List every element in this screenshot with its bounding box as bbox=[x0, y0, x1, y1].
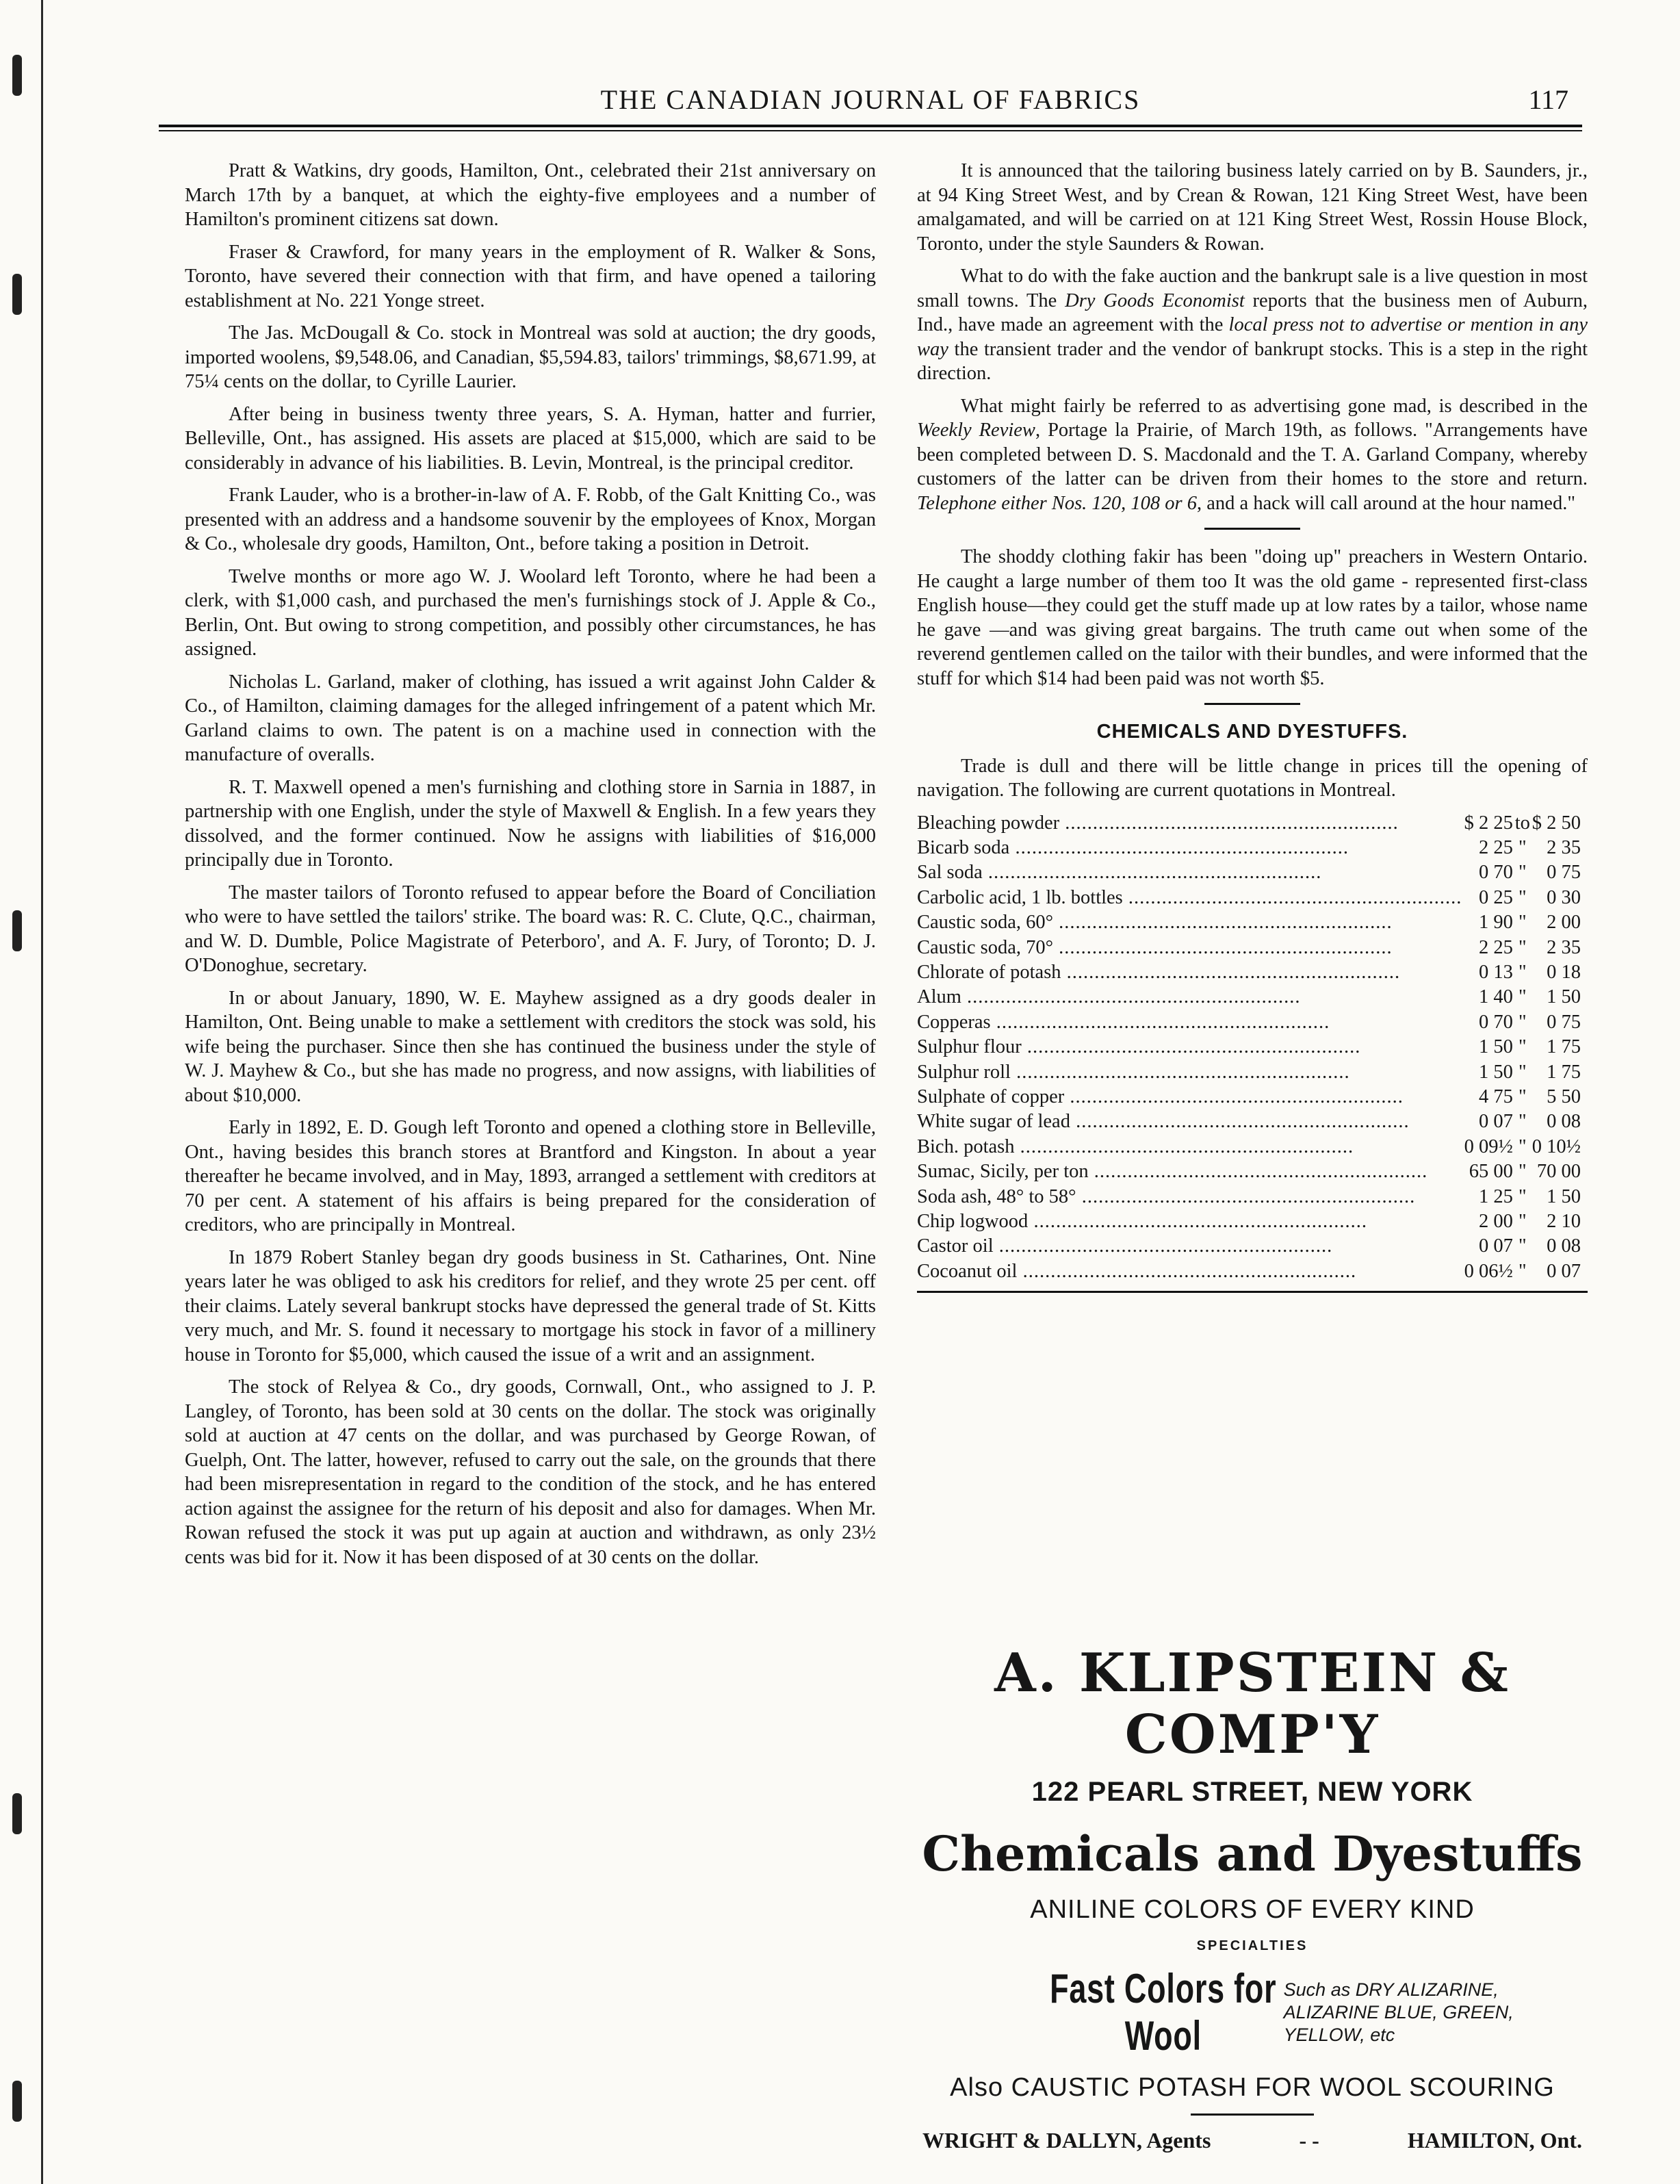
section-divider bbox=[1204, 703, 1300, 705]
quotation-item bbox=[917, 1010, 1462, 1035]
advertisement bbox=[917, 1636, 1588, 2153]
quotation-high-price-text: 2 10 bbox=[1547, 1211, 1581, 1232]
quotation-low-price-text: 0 07 bbox=[1479, 1111, 1513, 1133]
quotation-high-price-text: 1 50 bbox=[1547, 1185, 1581, 1207]
binding-mark bbox=[12, 274, 22, 315]
quotation-item bbox=[917, 836, 1462, 860]
text-run: the transient trader and the vendor of bankrupt stocks. This is a step in the right direction. bbox=[917, 338, 1588, 384]
quotation-separator bbox=[1513, 910, 1532, 935]
quotation-high-price bbox=[1532, 1109, 1588, 1134]
quotation-high-price bbox=[1532, 1234, 1588, 1259]
quotations-table bbox=[917, 811, 1588, 1285]
quotation-item-text: Carbolic acid, 1 lb. bottles bbox=[917, 886, 1123, 908]
section-divider bbox=[1204, 528, 1300, 530]
quotation-row bbox=[917, 936, 1588, 960]
quotation-row bbox=[917, 1010, 1588, 1035]
page-number: 117 bbox=[1528, 84, 1568, 115]
quotation-low-price-text: 0 70 bbox=[1479, 1011, 1513, 1033]
quotation-high-price-text: 0 07 bbox=[1547, 1260, 1581, 1282]
quotation-high-price bbox=[1532, 886, 1588, 910]
quotation-row bbox=[917, 1135, 1588, 1159]
quotation-high-price-text: 0 75 bbox=[1547, 862, 1581, 884]
left-column bbox=[185, 159, 876, 1578]
quotation-high-price-text: 0 30 bbox=[1547, 886, 1581, 908]
quotation-separator-text: " bbox=[1519, 1211, 1527, 1232]
quotation-item-text: Cocoanut oil bbox=[917, 1260, 1018, 1282]
quotation-low-price-text: 2 25 bbox=[1479, 836, 1513, 858]
quotation-high-price bbox=[1532, 836, 1588, 860]
quotation-low-price bbox=[1462, 1035, 1512, 1059]
quotation-item bbox=[917, 960, 1462, 985]
quotation-item-text: Soda ash, 48° to 58° bbox=[917, 1185, 1076, 1207]
news-paragraph: The master tailors of Toronto refused to appear before the Board of Conciliation who were to have settled the tailors' strike. The board was: R. C. Clute, Q.C., chairman, and W. D. Dumble, Police Magistrate of Peterboro', and A. F. Jury, of Toronto; D. J. O'Donoghue, secretary. bbox=[185, 882, 876, 976]
quotation-low-price bbox=[1462, 836, 1512, 860]
ad-fast-colors-row bbox=[917, 1965, 1588, 2059]
dot-leader: ............................................................ bbox=[1053, 936, 1393, 958]
quotation-low-price-text: 1 25 bbox=[1479, 1185, 1513, 1207]
quotation-separator-text: " bbox=[1519, 1036, 1527, 1058]
quotation-separator-text: " bbox=[1519, 961, 1527, 983]
quotation-low-price bbox=[1462, 886, 1512, 910]
ad-rule bbox=[1191, 2114, 1314, 2116]
quotation-low-price-text: 0 09½ bbox=[1464, 1135, 1513, 1157]
quotation-item-text: Copperas bbox=[917, 1011, 991, 1033]
quotation-low-price bbox=[1462, 1209, 1512, 1234]
page-binding-edge bbox=[0, 0, 43, 2184]
text-run: What might fairly be referred to as advertising gone mad, is described in the bbox=[961, 395, 1588, 417]
market-intro: Trade is dull and there will be little change in prices till the opening of navigation. The following are current quotations in Montreal. bbox=[917, 755, 1588, 801]
quotation-item-text: Bicarb soda bbox=[917, 836, 1010, 858]
quotation-high-price bbox=[1532, 910, 1588, 935]
quotation-separator bbox=[1513, 1185, 1532, 1209]
quotation-separator-text: " bbox=[1519, 912, 1527, 934]
quotation-high-price bbox=[1532, 811, 1588, 836]
quotation-row bbox=[917, 1060, 1588, 1085]
news-paragraph: In or about January, 1890, W. E. Mayhew assigned as a dry goods dealer in Hamilton, Ont. Being unable to make a settlement with creditors the stock was sold, his wife being the purchaser. Since then she has continued the business under the style of W. J. Mayhew & Co., but she has made no progress, and now assigns, with liabilities of about $10,000. bbox=[185, 987, 876, 1106]
quotation-item bbox=[917, 1085, 1462, 1109]
quotation-low-price bbox=[1462, 985, 1512, 1010]
quotation-high-price-text: 5 50 bbox=[1547, 1085, 1581, 1107]
quotation-item bbox=[917, 1060, 1462, 1085]
quotation-high-price bbox=[1532, 1159, 1588, 1184]
quotation-high-price-text: 1 75 bbox=[1547, 1036, 1581, 1058]
quotation-high-price bbox=[1532, 860, 1588, 885]
quotation-separator bbox=[1513, 886, 1532, 910]
quotation-low-price bbox=[1462, 811, 1512, 836]
quotation-low-price bbox=[1462, 1060, 1512, 1085]
quotation-separator-text: " bbox=[1519, 936, 1527, 958]
italic-text: Telephone either Nos. 120, 108 or 6 bbox=[917, 492, 1198, 514]
quotation-separator-text: " bbox=[1519, 1111, 1527, 1133]
table-rule bbox=[917, 1291, 1588, 1293]
quotation-high-price-text: 0 08 bbox=[1547, 1111, 1581, 1133]
binding-mark bbox=[12, 1793, 22, 1834]
quotation-item bbox=[917, 910, 1462, 935]
quotation-item bbox=[917, 886, 1462, 910]
quotation-high-price-text: 0 18 bbox=[1547, 961, 1581, 983]
quotation-high-price-text: 0 75 bbox=[1547, 1011, 1581, 1033]
quotation-item-text: Caustic soda, 70° bbox=[917, 936, 1053, 958]
binding-mark bbox=[12, 2081, 22, 2122]
quotation-low-price bbox=[1462, 1185, 1512, 1209]
quotation-row bbox=[917, 1159, 1588, 1184]
quotation-separator bbox=[1513, 1060, 1532, 1085]
news-paragraph: The Jas. McDougall & Co. stock in Montreal was sold at auction; the dry goods, imported woolens, $9,548.06, and Canadian, $5,594.83, tailors' trimmings, $8,671.99, at 75¼ cents on the dollar, to Cyrille Laurier. bbox=[185, 322, 876, 392]
news-paragraph: R. T. Maxwell opened a men's furnishing and clothing store in Sarnia in 1887, in partnership with one English, under the style of Maxwell & English. In a few years they dissolved, and the former continued. Now he assigns with liabilities of $16,000 principally due in Toronto. bbox=[185, 776, 876, 871]
quotation-separator bbox=[1513, 985, 1532, 1010]
dot-leader: ............................................................ bbox=[1021, 1036, 1361, 1058]
quotation-row bbox=[917, 1085, 1588, 1109]
quotation-low-price-text: 1 90 bbox=[1479, 912, 1513, 934]
quotation-separator-text: " bbox=[1519, 1085, 1527, 1107]
ad-agents-line bbox=[917, 2128, 1588, 2153]
quotation-separator-text: " bbox=[1519, 1161, 1527, 1183]
dot-leader: ............................................................ bbox=[1028, 1211, 1367, 1232]
quotation-high-price-text: 2 35 bbox=[1547, 936, 1581, 958]
italic-text: Dry Goods Economist bbox=[1065, 290, 1245, 311]
quotation-low-price bbox=[1462, 936, 1512, 960]
text-run: What to do with the fake auction and the bankrupt sale is a live question in most small towns. The bbox=[917, 266, 1588, 311]
dot-leader: ............................................................ bbox=[1064, 1085, 1404, 1107]
quotation-separator bbox=[1513, 1109, 1532, 1134]
quotation-separator bbox=[1513, 836, 1532, 860]
news-paragraph: After being in business twenty three years, S. A. Hyman, hatter and furrier, Belleville, Ont., has assigned. His assets are placed at $15,000, which are said to be considerably in advance of his liabilities. B. Levin, Montreal, is the principal creditor. bbox=[185, 403, 876, 474]
quotation-low-price bbox=[1462, 910, 1512, 935]
quotation-high-price bbox=[1532, 1010, 1588, 1035]
quotation-separator bbox=[1513, 1234, 1532, 1259]
quotation-separator bbox=[1513, 1085, 1532, 1109]
quotation-row bbox=[917, 1234, 1588, 1259]
dot-leader: ............................................................ bbox=[1070, 1111, 1410, 1133]
quotation-separator bbox=[1513, 1010, 1532, 1035]
dot-leader: ............................................................ bbox=[961, 986, 1301, 1008]
quotation-separator bbox=[1513, 1035, 1532, 1059]
dot-leader: ............................................................ bbox=[1122, 886, 1462, 908]
dot-leader: ............................................................ bbox=[1053, 912, 1393, 934]
dot-leader: ............................................................ bbox=[1010, 1061, 1350, 1083]
quotation-item-text: Sulphur roll bbox=[917, 1061, 1011, 1083]
quotation-separator bbox=[1513, 1135, 1532, 1159]
news-paragraph: In 1879 Robert Stanley began dry goods business in St. Catharines, Ont. Nine years later he was obliged to ask his creditors for relief, and they wrote 25 per cent. off their claims. Lately several bankrupt stocks have depressed the general trade of St. Kitts very much, and Mr. S. found it necessary to mortgage his stock in favor of a millinery house in Toronto for $5,000, which caused the issue of a writ and an assignment. bbox=[185, 1246, 876, 1365]
quotation-low-price bbox=[1462, 1109, 1512, 1134]
quotation-item bbox=[917, 811, 1462, 836]
quotation-high-price bbox=[1532, 1135, 1588, 1159]
quotation-row bbox=[917, 811, 1588, 836]
quotation-separator bbox=[1513, 960, 1532, 985]
quotation-low-price-text: 65 00 bbox=[1469, 1161, 1513, 1183]
quotation-high-price-text: 2 00 bbox=[1547, 912, 1581, 934]
quotation-low-price-text: 4 75 bbox=[1479, 1085, 1513, 1107]
quotation-separator bbox=[1513, 936, 1532, 960]
quotation-low-price-text: 1 50 bbox=[1479, 1036, 1513, 1058]
news-paragraph bbox=[917, 264, 1588, 386]
news-paragraph: The shoddy clothing fakir has been "doing up" preachers in Western Ontario. He caught a large number of them too It was the old game - represented first-class English house—they could get the stuff made up at low rates by a tailor, whose name he gave —and was giving great bargains. The truth came out when some of the reverend gentlemen called on the tailor with their bundles, and were informed that the stuff for which $14 had been paid was not worth $5. bbox=[917, 546, 1588, 689]
quotation-high-price bbox=[1532, 1035, 1588, 1059]
ad-firm-name: A. KLIPSTEIN & COMP'Y bbox=[994, 1642, 1510, 1766]
ad-city: HAMILTON, Ont. bbox=[1407, 2128, 1582, 2153]
quotation-item-text: Bich. potash bbox=[917, 1135, 1015, 1157]
quotation-item bbox=[917, 1035, 1462, 1059]
quotation-low-price bbox=[1462, 1234, 1512, 1259]
header-rule bbox=[159, 125, 1582, 127]
ad-dashes: - - bbox=[1299, 2128, 1319, 2153]
quotation-separator-text: " bbox=[1519, 1185, 1527, 1207]
quotation-separator-text: " bbox=[1519, 862, 1527, 884]
quotation-low-price-text: 0 06½ bbox=[1464, 1260, 1513, 1282]
quotation-high-price-text: 0 08 bbox=[1547, 1235, 1581, 1257]
text-run: reports that the business men of Auburn, Ind., have made an agreement with the bbox=[917, 290, 1588, 335]
journal-title: THE CANADIAN JOURNAL OF FABRICS bbox=[600, 84, 1141, 115]
quotation-row bbox=[917, 836, 1588, 860]
ad-subhead: ANILINE COLORS OF EVERY KIND bbox=[1030, 1895, 1475, 1924]
quotation-item bbox=[917, 1209, 1462, 1234]
quotation-separator bbox=[1513, 1259, 1532, 1284]
quotation-high-price-text: $ 2 50 bbox=[1532, 812, 1581, 834]
quotation-high-price bbox=[1532, 1259, 1588, 1284]
quotation-item-text: Sulphate of copper bbox=[917, 1085, 1065, 1107]
ad-specialties: SPECIALTIES bbox=[1196, 1938, 1308, 1953]
quotation-high-price-text: 1 75 bbox=[1547, 1061, 1581, 1083]
header-rule-thin bbox=[159, 130, 1582, 131]
quotation-item-text: Sulphur flour bbox=[917, 1036, 1022, 1058]
ad-fast-colors: Fast Colors for Wool bbox=[1050, 1966, 1277, 2059]
quotation-high-price bbox=[1532, 960, 1588, 985]
quotation-row bbox=[917, 910, 1588, 935]
quotation-item bbox=[917, 1185, 1462, 1209]
quotation-low-price bbox=[1462, 1085, 1512, 1109]
news-paragraph: Fraser & Crawford, for many years in the employment of R. Walker & Sons, Toronto, have severed their connection with that firm, and have opened a tailoring establishment at No. 221 Yonge street. bbox=[185, 241, 876, 311]
quotation-item-text: White sugar of lead bbox=[917, 1111, 1070, 1133]
quotation-item-text: Caustic soda, 60° bbox=[917, 912, 1053, 934]
quotation-high-price bbox=[1532, 936, 1588, 960]
text-run: , and a hack will call around at the hour named." bbox=[1197, 492, 1575, 514]
ad-such-as: Such as DRY ALIZARINE, ALIZARINE BLUE, GREEN, YELLOW, etc bbox=[1283, 1979, 1514, 2045]
quotation-item-text: Chlorate of potash bbox=[917, 961, 1061, 983]
quotation-row bbox=[917, 886, 1588, 910]
quotation-item-text: Chip logwood bbox=[917, 1211, 1029, 1232]
dot-leader: ............................................................ bbox=[1088, 1161, 1428, 1183]
section-heading: CHEMICALS AND DYESTUFFS. bbox=[1096, 721, 1408, 743]
quotation-row bbox=[917, 1209, 1588, 1234]
quotation-separator-text: " bbox=[1519, 1011, 1527, 1033]
quotation-low-price bbox=[1462, 860, 1512, 885]
dot-leader: ............................................................ bbox=[1009, 836, 1349, 858]
ad-address: 122 PEARL STREET, NEW YORK bbox=[1031, 1777, 1473, 1807]
italic-text: local press not to advertise or mention in any way bbox=[917, 314, 1588, 360]
quotation-item-text: Castor oil bbox=[917, 1235, 994, 1257]
ad-agents: WRIGHT & DALLYN, Agents bbox=[922, 2128, 1211, 2153]
news-paragraph: Early in 1892, E. D. Gough left Toronto and opened a clothing store in Belleville, Ont., having besides this branch stores at Brantford and Kingston. In about a year thereafter he became involved, and in May, 1893, arranged a settlement with creditors at 70 per cent. A statement of his affairs is being prepared for the consideration of creditors, who are principally in Montreal. bbox=[185, 1117, 876, 1235]
quotation-separator-text: " bbox=[1519, 986, 1527, 1008]
binding-mark bbox=[12, 55, 22, 96]
quotation-item bbox=[917, 985, 1462, 1010]
news-paragraph: Twelve months or more ago W. J. Woolard left Toronto, where he had been a clerk, with $1,000 cash, and purchased the men's furnishings stock of J. Apple & Co., Berlin, Ont. But owing to strong competition, and possibly other circumstances, he has assigned. bbox=[185, 565, 876, 660]
quotation-separator-text: " bbox=[1519, 1135, 1527, 1157]
quotation-item bbox=[917, 1259, 1462, 1284]
quotation-item bbox=[917, 860, 1462, 885]
quotation-low-price-text: 0 70 bbox=[1479, 862, 1513, 884]
quotation-low-price bbox=[1462, 1159, 1512, 1184]
quotation-separator-text: to bbox=[1514, 812, 1530, 834]
quotation-low-price bbox=[1462, 1010, 1512, 1035]
quotation-low-price-text: 2 00 bbox=[1479, 1211, 1513, 1232]
quotation-item bbox=[917, 936, 1462, 960]
quotation-row bbox=[917, 1109, 1588, 1134]
quotation-low-price-text: $ 2 25 bbox=[1464, 812, 1513, 834]
quotation-separator bbox=[1513, 811, 1532, 836]
quotation-row bbox=[917, 860, 1588, 885]
italic-text: Weekly Review bbox=[917, 420, 1035, 441]
quotation-separator-text: " bbox=[1519, 1235, 1527, 1257]
quotation-row bbox=[917, 1259, 1588, 1284]
quotation-separator bbox=[1513, 1159, 1532, 1184]
quotation-low-price-text: 0 07 bbox=[1479, 1235, 1513, 1257]
quotation-high-price-text: 70 00 bbox=[1536, 1161, 1581, 1183]
quotation-high-price bbox=[1532, 1209, 1588, 1234]
quotation-separator-text: " bbox=[1519, 886, 1527, 908]
right-column bbox=[917, 159, 1588, 1293]
quotation-item-text: Alum bbox=[917, 986, 961, 1008]
quotation-row bbox=[917, 960, 1588, 985]
dot-leader: ............................................................ bbox=[1014, 1135, 1354, 1157]
dot-leader: ............................................................ bbox=[1061, 961, 1401, 983]
quotation-low-price bbox=[1462, 1135, 1512, 1159]
quotation-item bbox=[917, 1159, 1462, 1184]
dot-leader: ............................................................ bbox=[990, 1011, 1330, 1033]
quotation-item-text: Sumac, Sicily, per ton bbox=[917, 1161, 1089, 1183]
quotation-high-price-text: 1 50 bbox=[1547, 986, 1581, 1008]
quotation-separator bbox=[1513, 1209, 1532, 1234]
quotation-separator bbox=[1513, 860, 1532, 885]
binding-mark bbox=[12, 910, 22, 951]
quotation-high-price-text: 0 10½ bbox=[1532, 1135, 1581, 1157]
news-paragraph: Pratt & Watkins, dry goods, Hamilton, Ont., celebrated their 21st anniversary on March 17th by a banquet, at which the eighty-five employees and a number of Hamilton's prominent citizens sat down. bbox=[185, 160, 876, 230]
quotation-high-price bbox=[1532, 1085, 1588, 1109]
quotation-separator-text: " bbox=[1519, 1260, 1527, 1282]
news-paragraph bbox=[917, 394, 1588, 516]
quotation-row bbox=[917, 985, 1588, 1010]
quotation-row bbox=[917, 1185, 1588, 1209]
ad-caustic-potash: Also CAUSTIC POTASH FOR WOOL SCOURING bbox=[950, 2073, 1555, 2102]
quotation-low-price-text: 1 40 bbox=[1479, 986, 1513, 1008]
news-paragraph: The stock of Relyea & Co., dry goods, Cornwall, Ont., who assigned to J. P. Langley, of Toronto, has been sold at 30 cents on the dollar. The stock was originally sold at auction at 47 cents on the dollar, and was purchased by George Rowan, of Guelph, Ont. The latter, however, refused to carry out the sale, on the grounds that there had been misrepresentation in regard to the condition of the stock, and he has entered action against the assignee for the return of his deposit and also for damages. When Mr. Rowan refused the stock it was put up again at auction and withdrawn, as only 23½ cents was bid for it. Now it has been disposed of at 30 cents on the dollar. bbox=[185, 1376, 876, 1568]
dot-leader: ............................................................ bbox=[993, 1235, 1333, 1257]
quotation-high-price bbox=[1532, 985, 1588, 1010]
dot-leader: ............................................................ bbox=[1059, 812, 1399, 834]
news-paragraph: It is announced that the tailoring business lately carried on by B. Saunders, jr., at 94 King Street West, and by Crean & Rowan, 121 King Street West, have been amalgamated, and will be carried on at 121 King Street West, Rossin House Block, Toronto, under the style Saunders & Rowan. bbox=[917, 160, 1588, 255]
page-header bbox=[159, 81, 1582, 122]
quotation-low-price-text: 2 25 bbox=[1479, 936, 1513, 958]
quotation-high-price bbox=[1532, 1060, 1588, 1085]
quotation-item bbox=[917, 1234, 1462, 1259]
dot-leader: ............................................................ bbox=[982, 862, 1322, 884]
quotation-separator-text: " bbox=[1519, 1061, 1527, 1083]
quotation-high-price-text: 2 35 bbox=[1547, 836, 1581, 858]
quotation-item-text: Sal soda bbox=[917, 862, 983, 884]
quotation-high-price bbox=[1532, 1185, 1588, 1209]
quotation-item-text: Bleaching powder bbox=[917, 812, 1060, 834]
quotation-separator-text: " bbox=[1519, 836, 1527, 858]
quotation-low-price bbox=[1462, 960, 1512, 985]
quotation-row bbox=[917, 1035, 1588, 1059]
quotation-low-price-text: 0 13 bbox=[1479, 961, 1513, 983]
quotation-low-price-text: 1 50 bbox=[1479, 1061, 1513, 1083]
quotation-low-price bbox=[1462, 1259, 1512, 1284]
ad-headline: Chemicals and Dyestuffs bbox=[922, 1825, 1583, 1882]
dot-leader: ............................................................ bbox=[1076, 1185, 1416, 1207]
quotation-item bbox=[917, 1109, 1462, 1134]
quotation-low-price-text: 0 25 bbox=[1479, 886, 1513, 908]
dot-leader: ............................................................ bbox=[1017, 1260, 1357, 1282]
text-run: , Portage la Prairie, of March 19th, as follows. "Arrangements have been completed between D. S. Macdonald and the T. A. Garland Company, whereby customers of the latter can be driven from their homes to the store and return. bbox=[917, 420, 1588, 489]
news-paragraph: Frank Lauder, who is a brother-in-law of A. F. Robb, of the Galt Knitting Co., was presented with an address and a handsome souvenir by the employees of Knox, Morgan & Co., wholesale dry goods, Hamilton, Ont., before taking a position in Detroit. bbox=[185, 485, 876, 554]
quotation-item bbox=[917, 1135, 1462, 1159]
news-paragraph: Nicholas L. Garland, maker of clothing, has issued a writ against John Calder & Co., of Hamilton, claiming damages for the alleged infringement of a patent which Mr. Garland claims to own. The patent is on a machine used in connection with the manufacture of overalls. bbox=[185, 671, 876, 765]
